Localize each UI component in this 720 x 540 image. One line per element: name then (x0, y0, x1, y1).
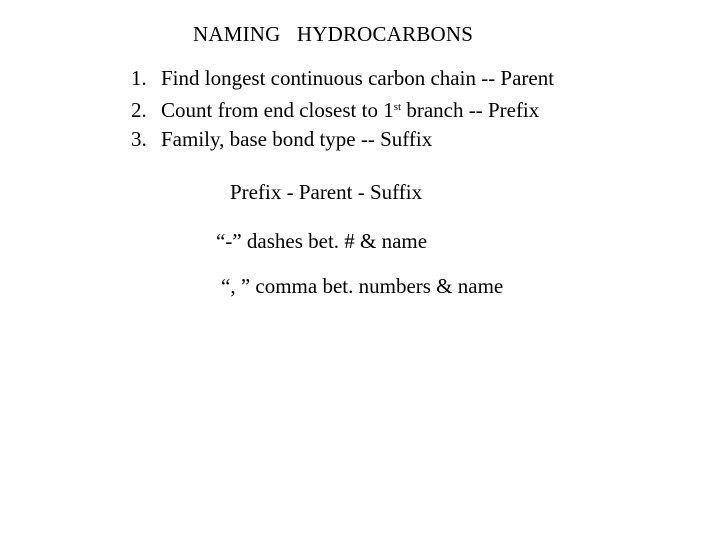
step-number: 2. (131, 98, 147, 122)
step-text: Family, base bond type -- Suffix (161, 127, 433, 151)
list-item (131, 93, 554, 125)
step-number: 1. (131, 66, 147, 90)
naming-steps-list (131, 64, 554, 154)
list-item (131, 64, 554, 93)
name-format-formula: Prefix - Parent - Suffix (230, 180, 423, 204)
slide-title: NAMING HYDROCARBONS (193, 22, 474, 46)
ordinal-superscript: st (393, 101, 402, 113)
dash-rule: “-” dashes bet. # & name (216, 229, 428, 253)
list-item (131, 125, 554, 154)
step-text-start: Count from end closest to 1 (161, 98, 394, 122)
step-text-end: branch -- Prefix (401, 98, 540, 122)
step-number: 3. (131, 127, 147, 151)
step-text: Find longest continuous carbon chain -- Parent (161, 66, 555, 90)
comma-rule: “, ” comma bet. numbers & name (221, 274, 504, 298)
